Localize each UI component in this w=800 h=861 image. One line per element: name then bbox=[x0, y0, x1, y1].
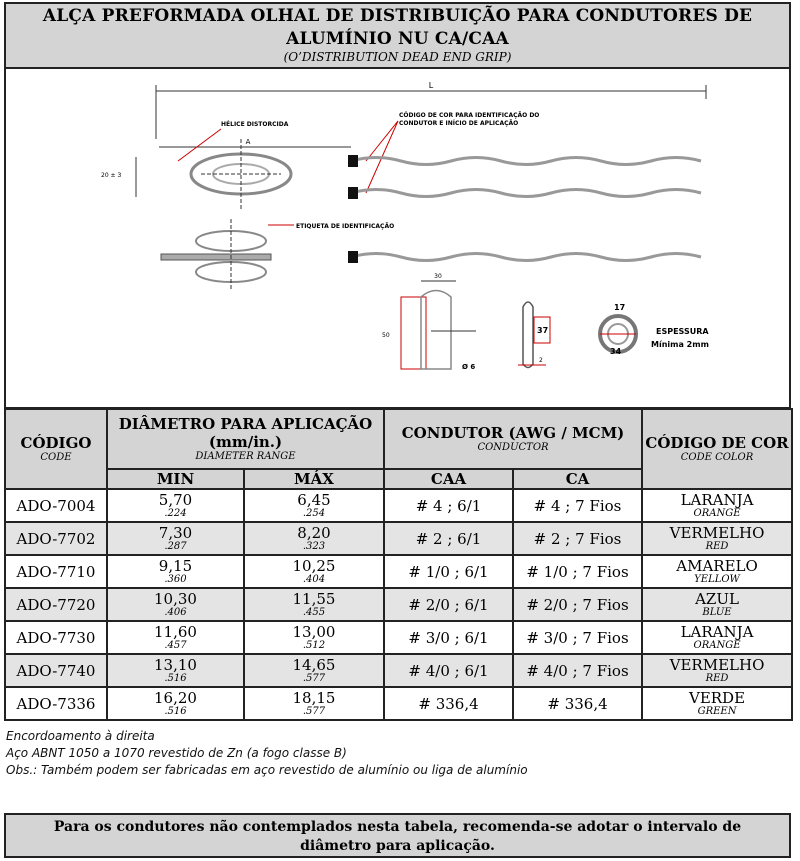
header-cor-sub: CODE COLOR bbox=[680, 452, 754, 463]
header-cor bbox=[642, 409, 792, 489]
header-diametro-sub: DIAMETER RANGE bbox=[195, 451, 296, 462]
cell-ca: # 4 ; 7 Fios bbox=[513, 489, 642, 522]
header-max: MÁX bbox=[244, 469, 384, 489]
cell-min-in: .360 bbox=[164, 574, 187, 585]
cell-min-mm: 16,20 bbox=[154, 689, 197, 707]
footer-line-2: diâmetro para aplicação. bbox=[300, 838, 495, 854]
cell-max-mm: 10,25 bbox=[292, 557, 336, 575]
cell-min bbox=[107, 687, 244, 720]
cell-min-mm: 10,30 bbox=[154, 590, 197, 608]
label-codigo-cor-2: CONDUTOR E INÍCIO DE APLICAÇÃO bbox=[399, 120, 519, 127]
cell-cor-pt: AMARELO bbox=[676, 557, 758, 575]
cell-caa: # 1/0 ; 6/1 bbox=[384, 555, 513, 588]
header-diametro bbox=[107, 409, 384, 469]
cell-cor-pt: LARANJA bbox=[680, 491, 754, 509]
header-ca: CA bbox=[513, 469, 642, 489]
spec-table bbox=[4, 408, 793, 721]
cell-min-in: .287 bbox=[164, 541, 187, 552]
table-row bbox=[5, 621, 792, 654]
label-30: 30 bbox=[434, 273, 442, 280]
cell-min bbox=[107, 621, 244, 654]
cell-min-in: .406 bbox=[164, 607, 187, 618]
cell-max-in: .254 bbox=[302, 508, 326, 519]
cell-min bbox=[107, 588, 244, 621]
label-L: L bbox=[428, 81, 434, 90]
cell-cor-pt: AZUL bbox=[695, 590, 739, 608]
cell-max-mm: 11,55 bbox=[292, 590, 336, 608]
cell-max-mm: 14,65 bbox=[292, 656, 336, 674]
cell-code: ADO-7730 bbox=[5, 621, 107, 654]
note-obs: Obs.: Também podem ser fabricadas em aço revestido de alumínio ou liga de alumínio bbox=[6, 763, 528, 777]
cell-code: ADO-7710 bbox=[5, 555, 107, 588]
cell-caa: # 3/0 ; 6/1 bbox=[384, 621, 513, 654]
header-diametro-label: DIÂMETRO PARA APLICAÇÃO (mm/in.) bbox=[118, 415, 373, 451]
cell-min bbox=[107, 555, 244, 588]
label-phi6: Ø 6 bbox=[462, 363, 476, 371]
table-row bbox=[5, 654, 792, 687]
cell-max-mm: 8,20 bbox=[297, 524, 331, 542]
thimble-front bbox=[401, 297, 426, 369]
cell-cor-en: RED bbox=[705, 541, 729, 552]
cell-max-mm: 6,45 bbox=[297, 491, 331, 509]
cell-cor bbox=[642, 654, 792, 687]
color-mark-1 bbox=[348, 155, 358, 167]
label-17: 17 bbox=[614, 303, 626, 312]
label-codigo-cor: CÓDIGO DE COR PARA IDENTIFICAÇÃO DO bbox=[399, 112, 540, 119]
cell-max-mm: 13,00 bbox=[292, 623, 336, 641]
cell-cor bbox=[642, 489, 792, 522]
cell-code: ADO-7702 bbox=[5, 522, 107, 555]
cell-caa: # 4/0 ; 6/1 bbox=[384, 654, 513, 687]
cell-min-in: .457 bbox=[164, 640, 187, 651]
title-line-2: ALUMÍNIO NU CA/CAA bbox=[286, 29, 509, 49]
title-line-1: ALÇA PREFORMADA OLHAL DE DISTRIBUIÇÃO PARA CONDUTORES DE bbox=[42, 6, 753, 26]
cell-max-in: .455 bbox=[302, 607, 326, 618]
cell-min-mm: 5,70 bbox=[158, 491, 193, 509]
cell-cor bbox=[642, 555, 792, 588]
header-condutor bbox=[384, 409, 642, 469]
cell-ca: # 4/0 ; 7 Fios bbox=[513, 654, 642, 687]
notes bbox=[6, 728, 528, 779]
cell-cor-pt: VERDE bbox=[688, 689, 746, 707]
cell-cor-pt: VERMELHO bbox=[669, 656, 765, 674]
cell-min-in: .516 bbox=[164, 706, 187, 717]
label-helice: HÉLICE DISTORCIDA bbox=[221, 121, 289, 128]
header-codigo-label: CÓDIGO bbox=[20, 434, 92, 452]
cell-min bbox=[107, 522, 244, 555]
cell-max bbox=[244, 522, 384, 555]
cell-ca: # 3/0 ; 7 Fios bbox=[513, 621, 642, 654]
technical-drawing bbox=[4, 69, 791, 409]
cell-min-mm: 11,60 bbox=[154, 623, 197, 641]
helix-top-2 bbox=[351, 190, 701, 197]
cell-code: ADO-7336 bbox=[5, 687, 107, 720]
cell-max-in: .512 bbox=[302, 640, 326, 651]
label-2: 2 bbox=[539, 357, 543, 364]
footer-line-1: Para os condutores não contemplados nesta tabela, recomenda-se adotar o intervalo de bbox=[53, 819, 742, 835]
cell-ca: # 2 ; 7 Fios bbox=[513, 522, 642, 555]
header-condutor-sub: CONDUCTOR bbox=[477, 442, 549, 453]
label-37: 37 bbox=[537, 326, 549, 335]
table-row bbox=[5, 555, 792, 588]
cell-caa: # 2 ; 6/1 bbox=[384, 522, 513, 555]
cell-cor-en: ORANGE bbox=[693, 640, 741, 651]
cell-cor-en: YELLOW bbox=[694, 574, 740, 585]
label-A: A bbox=[245, 138, 251, 146]
cell-max-in: .404 bbox=[302, 574, 326, 585]
cell-caa: # 4 ; 6/1 bbox=[384, 489, 513, 522]
cell-max bbox=[244, 588, 384, 621]
helix-side bbox=[351, 254, 701, 261]
title-subtitle: (O’DISTRIBUTION DEAD END GRIP) bbox=[283, 50, 512, 64]
header-min: MIN bbox=[107, 469, 244, 489]
table-row bbox=[5, 489, 792, 522]
label-minima: Mínima 2mm bbox=[651, 340, 709, 349]
note-encordoamento: Encordoamento à direita bbox=[6, 729, 155, 743]
cell-cor-en: RED bbox=[705, 673, 729, 684]
cell-min-mm: 7,30 bbox=[158, 524, 193, 542]
note-aco: Aço ABNT 1050 a 1070 revestido de Zn (a fogo classe B) bbox=[6, 746, 347, 760]
helix-top-1 bbox=[351, 158, 701, 165]
cell-cor-pt: VERMELHO bbox=[669, 524, 765, 542]
thimble-side bbox=[523, 302, 533, 368]
cell-caa: # 2/0 ; 6/1 bbox=[384, 588, 513, 621]
table-row bbox=[5, 687, 792, 720]
color-mark-2 bbox=[348, 187, 358, 199]
cell-max bbox=[244, 621, 384, 654]
title-header bbox=[4, 2, 791, 69]
cell-cor-pt: LARANJA bbox=[680, 623, 754, 641]
header-caa: CAA bbox=[384, 469, 513, 489]
label-espessura: ESPESSURA bbox=[656, 327, 709, 336]
cell-cor bbox=[642, 522, 792, 555]
cell-min-mm: 9,15 bbox=[158, 557, 193, 575]
grip-side-view bbox=[161, 254, 271, 260]
cell-min bbox=[107, 489, 244, 522]
cell-cor-en: BLUE bbox=[702, 607, 732, 618]
cell-code: ADO-7740 bbox=[5, 654, 107, 687]
cell-max bbox=[244, 489, 384, 522]
table-row bbox=[5, 522, 792, 555]
label-50: 50 bbox=[382, 332, 390, 339]
footer-recommendation bbox=[4, 813, 791, 858]
header-codigo-sub: CODE bbox=[40, 452, 72, 463]
header-condutor-label: CONDUTOR (AWG / MCM) bbox=[401, 424, 625, 442]
label-34: 34 bbox=[610, 347, 622, 356]
cell-cor-en: ORANGE bbox=[693, 508, 741, 519]
cell-min-mm: 13,10 bbox=[154, 656, 197, 674]
cell-cor-en: GREEN bbox=[697, 706, 737, 717]
cell-max bbox=[244, 654, 384, 687]
cell-min-in: .516 bbox=[164, 673, 187, 684]
cell-cor bbox=[642, 621, 792, 654]
cell-cor bbox=[642, 687, 792, 720]
label-20: 20 ± 3 bbox=[101, 172, 122, 179]
cell-max-in: .577 bbox=[302, 706, 326, 717]
cell-max-in: .577 bbox=[302, 673, 326, 684]
cell-max bbox=[244, 555, 384, 588]
cell-min-in: .224 bbox=[164, 508, 187, 519]
drawing-svg bbox=[6, 69, 793, 409]
cell-max bbox=[244, 687, 384, 720]
cell-code: ADO-7004 bbox=[5, 489, 107, 522]
cell-min bbox=[107, 654, 244, 687]
cell-ca: # 336,4 bbox=[513, 687, 642, 720]
cell-max-in: .323 bbox=[302, 541, 326, 552]
cell-cor bbox=[642, 588, 792, 621]
header-codigo bbox=[5, 409, 107, 489]
cell-code: ADO-7720 bbox=[5, 588, 107, 621]
cell-ca: # 2/0 ; 7 Fios bbox=[513, 588, 642, 621]
cell-caa: # 336,4 bbox=[384, 687, 513, 720]
cell-max-mm: 18,15 bbox=[292, 689, 336, 707]
label-etiqueta: ETIQUETA DE IDENTIFICAÇÃO bbox=[296, 223, 395, 230]
table-row bbox=[5, 588, 792, 621]
cell-ca: # 1/0 ; 7 Fios bbox=[513, 555, 642, 588]
header-cor-label: CÓDIGO DE COR bbox=[645, 434, 789, 452]
